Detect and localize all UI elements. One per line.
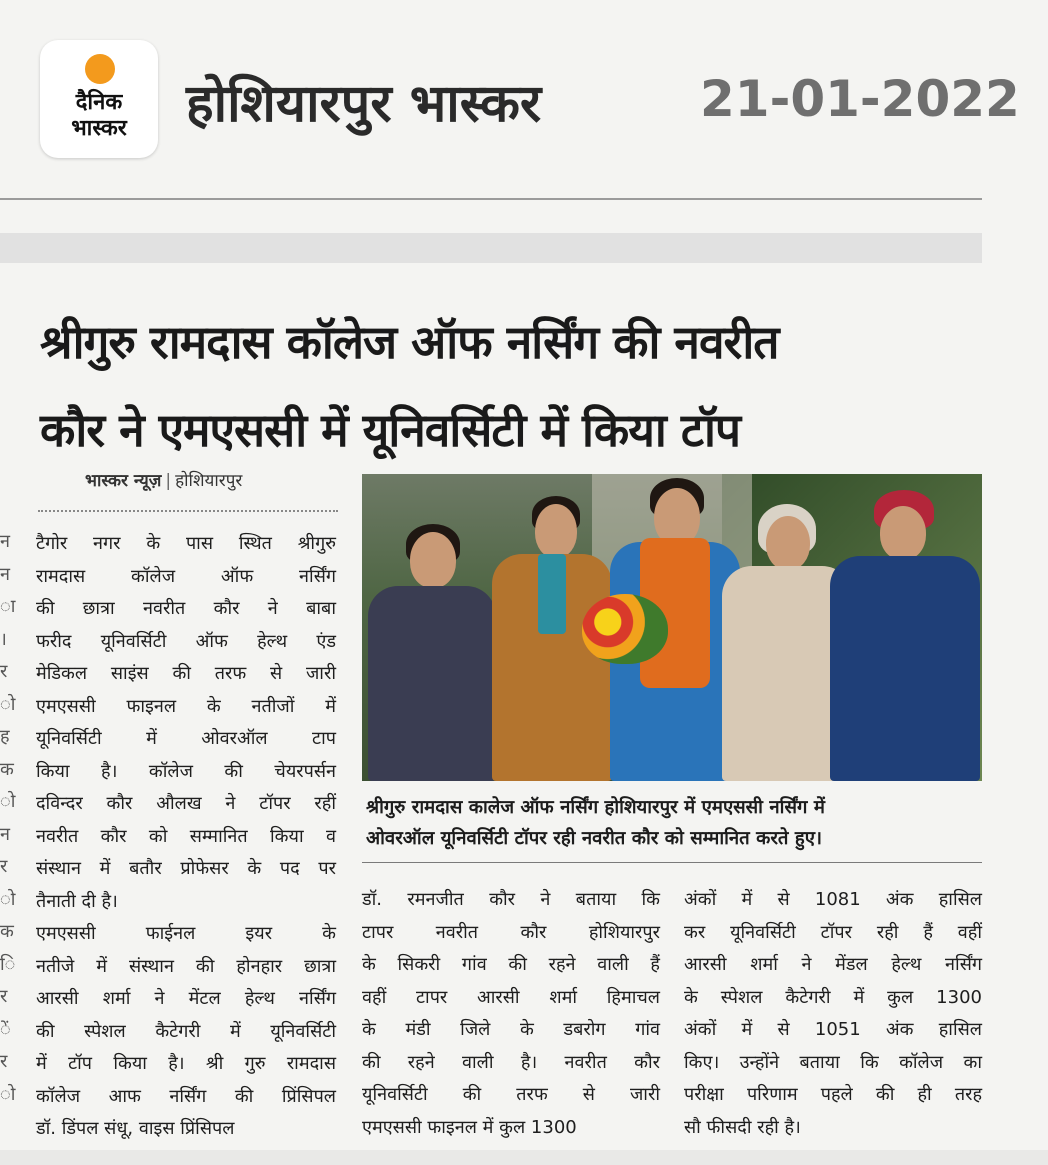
person-1: [366, 524, 496, 781]
text-line: नवरीत कौर को सम्मानित किया व: [36, 825, 336, 847]
text-line: एमएससी फाइनल के नतीजों में: [36, 695, 336, 717]
text-line: डॉ. डिंपल संधू, वाइस प्रिंसिपल: [36, 1118, 235, 1139]
edge-fragment: न: [0, 563, 10, 585]
text-line: में टॉप किया है। श्री गुरु रामदास: [36, 1053, 336, 1074]
text-line: दविन्दर कौर औलख ने टॉपर रहीं: [36, 793, 336, 814]
text-line: के सिकरी गांव की रहने वाली हैं: [362, 954, 660, 975]
edge-fragment: र: [0, 856, 8, 877]
text-line: नतीजे में संस्थान की होनहार छात्रा: [36, 955, 336, 977]
edge-fragment: ।: [0, 628, 7, 650]
edge-fragment: ें: [0, 1018, 11, 1040]
byline-separator: |: [165, 471, 172, 491]
edge-fragment: र: [0, 1051, 8, 1072]
edge-fragment: क: [0, 921, 14, 942]
edge-fragment: ो: [0, 791, 16, 812]
text-line: वहीं टापर आरसी शर्मा हिमाचल: [362, 986, 660, 1008]
text-line: फरीद यूनिवर्सिटी ऑफ हेल्थ एंड: [36, 630, 336, 652]
edge-fragment: र: [0, 661, 8, 682]
header-divider: [0, 198, 982, 200]
edge-fragment: न: [0, 531, 10, 552]
text-line: अंकों में से 1081 अंक हासिल: [684, 889, 982, 910]
text-line: टैगोर नगर के पास स्थित श्रीगुरु: [36, 533, 336, 554]
article-column-2: [362, 884, 660, 1144]
bottom-edge: [0, 1150, 1048, 1165]
text-line: डॉ. रमनजीत कौर ने बताया कि: [362, 889, 660, 910]
text-line: तैनाती दी है।: [36, 890, 118, 912]
text-line: यूनिवर्सिटी की तरफ से जारी: [362, 1084, 660, 1105]
caption-line-1: श्रीगुरु रामदास कालेज ऑफ नर्सिंग होशियारपुर में एमएससी नर्सिंग में: [366, 797, 825, 818]
byline-place: होशियारपुर: [175, 471, 243, 491]
text-line: परीक्षा परिणाम पहले की ही तरह: [684, 1084, 982, 1105]
byline: [85, 468, 242, 491]
edition-date: 21-01-2022: [700, 70, 1020, 128]
text-line: के मंडी जिले के डबरोग गांव: [362, 1019, 660, 1040]
article-column-1: [36, 528, 336, 1146]
edge-fragment: ो: [0, 693, 16, 715]
person-5: [830, 490, 980, 781]
text-line: एमएससी फाईनल इयर के: [36, 923, 336, 944]
text-line: की स्पेशल कैटेगरी में यूनिवर्सिटी: [36, 1020, 336, 1042]
text-line: की छात्रा नवरीत कौर ने बाबा: [36, 598, 336, 619]
edge-fragment: ो: [0, 888, 16, 910]
caption-divider: [362, 862, 982, 863]
photo-caption: [366, 792, 986, 854]
text-line: आरसी शर्मा ने मेंटल हेल्थ नर्सिंग: [36, 988, 336, 1009]
text-line: किए। उन्होंने बताया कि कॉलेज का: [684, 1051, 982, 1073]
text-line: मेडिकल साइंस की तरफ से जारी: [36, 663, 336, 684]
edge-fragment: न: [0, 823, 10, 845]
text-line: रामदास कॉलेज ऑफ नर्सिंग: [36, 565, 336, 587]
edge-fragment: ो: [0, 1083, 16, 1105]
text-line: यूनिवर्सिटी में ओवरऑल टाप: [36, 728, 336, 749]
flower-bouquet: [582, 594, 672, 674]
text-line: के स्पेशल कैटेगरी में कुल 1300: [684, 986, 982, 1008]
text-line: की रहने वाली है। नवरीत कौर: [362, 1051, 660, 1073]
edge-fragment: क: [0, 758, 14, 780]
headline-line-2: कौर ने एमएससी में यूनिवर्सिटी में किया टॉप: [40, 403, 741, 457]
text-line: किया है। कॉलेज की चेयरपर्सन: [36, 760, 336, 782]
headline-line-1: श्रीगुरु रामदास कॉलेज ऑफ नर्सिंग की नवरीत: [40, 315, 779, 369]
caption-line-2: ओवरऑल यूनिवर्सिटी टॉपर रही नवरीत कौर को सम्मानित करते हुए।: [366, 828, 822, 849]
article-column-3: [684, 884, 982, 1144]
text-line: कॉलेज आफ नर्सिंग की प्रिंसिपल: [36, 1085, 336, 1107]
edge-fragment: र: [0, 986, 8, 1007]
text-line: टापर नवरीत कौर होशियारपुर: [362, 921, 660, 943]
text-line: अंकों में से 1051 अंक हासिल: [684, 1019, 982, 1040]
edge-fragment: ा: [0, 596, 16, 617]
logo-text-line2: भास्कर: [71, 116, 127, 141]
sun-logo-icon: [85, 54, 115, 84]
text-line: कर यूनिवर्सिटी टॉपर रही हैं वहीं: [684, 921, 982, 943]
text-line: संस्थान में बतौर प्रोफेसर के पद पर: [36, 858, 336, 879]
section-band: [0, 233, 982, 263]
previous-column-edge: [0, 526, 16, 1111]
dainik-bhaskar-logo: [40, 40, 158, 158]
paper-name: होशियारपुर भास्कर: [186, 74, 542, 134]
byline-dotted-rule: [38, 510, 338, 512]
news-photo: [362, 474, 982, 781]
edge-fragment: ि: [0, 953, 16, 975]
byline-source: भास्कर न्यूज़: [85, 471, 162, 491]
text-line: आरसी शर्मा ने मेंडल हेल्थ नर्सिंग: [684, 954, 982, 975]
text-line: एमएससी फाइनल में कुल 1300: [362, 1116, 577, 1138]
logo-text-line1: दैनिक: [75, 90, 123, 115]
text-line: सौ फीसदी रही है।: [684, 1116, 801, 1138]
edge-fragment: ह: [0, 726, 10, 747]
